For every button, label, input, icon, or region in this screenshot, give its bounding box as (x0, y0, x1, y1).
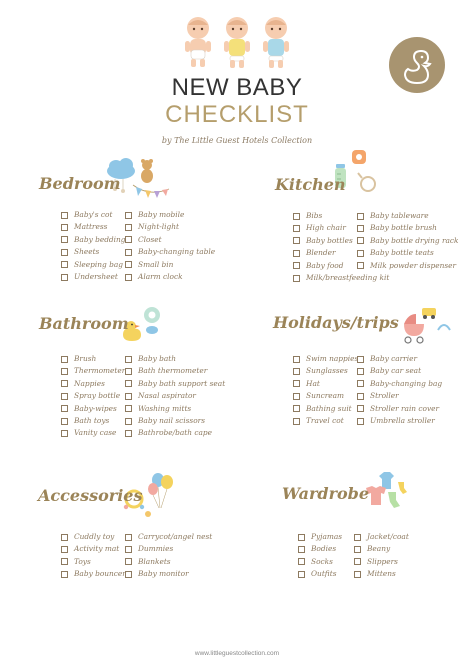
checkbox[interactable] (61, 356, 68, 363)
list-item[interactable]: Spray bottle (61, 390, 125, 402)
wardrobe-col2 (354, 531, 409, 581)
checkbox[interactable] (293, 225, 300, 232)
checkbox[interactable] (357, 356, 364, 363)
checkbox[interactable] (61, 368, 68, 375)
checkbox[interactable] (125, 380, 132, 387)
section-heading-holidays: Holidays/trips (273, 313, 399, 332)
byline: by The Little Guest Hotels Collection (161, 136, 313, 145)
footer-url[interactable]: www.littleguestcollection.com (194, 650, 280, 657)
checkbox[interactable] (61, 224, 68, 231)
list-item[interactable]: Nasal aspirator (125, 390, 225, 402)
checkbox[interactable] (298, 571, 305, 578)
checkbox[interactable] (125, 571, 132, 578)
section-heading-kitchen: Kitchen (275, 175, 346, 194)
checkbox[interactable] (298, 534, 305, 541)
checkbox[interactable] (357, 405, 364, 412)
wardrobe-col1 (298, 531, 342, 581)
accessories-col2 (125, 531, 212, 581)
list-item[interactable]: Bodies (298, 543, 342, 555)
checkbox[interactable] (298, 546, 305, 553)
list-item[interactable]: Milk powder dispenser (357, 260, 459, 272)
list-item[interactable]: Alarm clock (125, 271, 215, 283)
checkbox[interactable] (61, 380, 68, 387)
list-item[interactable]: Blender (293, 247, 389, 259)
section-heading-wardrobe: Wardrobe (282, 484, 370, 503)
list-item[interactable]: Bathing suit (293, 403, 358, 415)
list-item[interactable]: Baby monitor (125, 568, 212, 580)
list-item[interactable]: Sheets (61, 246, 126, 258)
stroller-car-icon (400, 306, 452, 346)
checkbox[interactable] (61, 534, 68, 541)
list-item[interactable]: Baby carrier (357, 353, 442, 365)
bedroom-col1 (61, 209, 126, 283)
checkbox[interactable] (125, 368, 132, 375)
list-item[interactable]: Swim nappies (293, 353, 358, 365)
checkbox[interactable] (293, 262, 300, 269)
list-item[interactable]: Bath toys (61, 415, 125, 427)
list-item[interactable]: Mittens (354, 568, 409, 580)
checkbox[interactable] (293, 380, 300, 387)
bedroom-col2 (125, 209, 215, 283)
kitchen-col2 (357, 210, 459, 272)
checkbox[interactable] (125, 430, 132, 437)
list-item[interactable]: Sunglasses (293, 365, 358, 377)
checkbox[interactable] (354, 546, 361, 553)
checkbox[interactable] (354, 558, 361, 565)
checkbox[interactable] (125, 261, 132, 268)
list-item[interactable]: Baby food (293, 260, 389, 272)
list-item[interactable]: Closet (125, 234, 215, 246)
list-item[interactable]: Activity mat (61, 543, 126, 555)
checkbox[interactable] (357, 250, 364, 257)
list-item[interactable]: Umbrella stroller (357, 415, 442, 427)
list-item[interactable]: Baby mobile (125, 209, 215, 221)
checkbox[interactable] (61, 212, 68, 219)
accessories-col1 (61, 531, 126, 581)
list-item[interactable]: Mattress (61, 221, 126, 233)
list-item[interactable]: Stroller rain cover (357, 403, 442, 415)
list-item[interactable]: Sleeping bag (61, 259, 126, 271)
checkbox[interactable] (125, 546, 132, 553)
list-item[interactable]: Slippers (354, 556, 409, 568)
list-item[interactable]: Baby bottle teats (357, 247, 459, 259)
list-item[interactable]: Stroller (357, 390, 442, 402)
checkbox[interactable] (357, 393, 364, 400)
checkbox[interactable] (354, 534, 361, 541)
list-item[interactable]: Hat (293, 378, 358, 390)
bathroom-col2 (125, 353, 225, 440)
checkbox[interactable] (125, 236, 132, 243)
checkbox[interactable] (61, 546, 68, 553)
list-item[interactable]: Night-light (125, 221, 215, 233)
list-item[interactable]: Cuddly toy (61, 531, 126, 543)
checkbox[interactable] (293, 275, 300, 282)
section-heading-accessories: Accessories (38, 486, 143, 505)
checkbox[interactable] (125, 393, 132, 400)
checkbox[interactable] (357, 213, 364, 220)
checkbox[interactable] (61, 405, 68, 412)
list-item[interactable]: Baby bedding (61, 234, 126, 246)
page-title-line1: NEW BABY (171, 74, 303, 101)
list-item[interactable]: High chair (293, 222, 389, 234)
checkbox[interactable] (125, 558, 132, 565)
list-item[interactable]: Bibs (293, 210, 389, 222)
checkbox[interactable] (61, 418, 68, 425)
section-heading-bathroom: Bathroom (39, 314, 129, 333)
checkbox[interactable] (125, 405, 132, 412)
holidays-col1 (293, 353, 358, 427)
list-item[interactable]: Socks (298, 556, 342, 568)
checkbox[interactable] (61, 393, 68, 400)
list-item[interactable]: Carrycot/angel nest (125, 531, 212, 543)
list-item[interactable]: Baby bouncer (61, 568, 126, 580)
list-item[interactable]: Baby nail scissors (125, 415, 225, 427)
list-item[interactable]: Baby bath support seat (125, 378, 225, 390)
list-item[interactable]: Bathrobe/bath cape (125, 427, 225, 439)
list-item[interactable]: Baby car seat (357, 365, 442, 377)
babies-illustration (178, 14, 296, 72)
list-item[interactable]: Baby bottle drying rack (357, 235, 459, 247)
checkbox[interactable] (125, 224, 132, 231)
checkbox[interactable] (354, 571, 361, 578)
checkbox[interactable] (357, 262, 364, 269)
list-item[interactable]: Milk/breastfeeding kit (293, 272, 389, 284)
list-item[interactable]: Dummies (125, 543, 212, 555)
checkbox[interactable] (125, 534, 132, 541)
list-item[interactable]: Outfits (298, 568, 342, 580)
checkbox[interactable] (61, 236, 68, 243)
list-item[interactable]: Baby's cot (61, 209, 126, 221)
list-item[interactable]: Blankets (125, 556, 212, 568)
list-item[interactable]: Beany (354, 543, 409, 555)
list-item[interactable]: Washing mitts (125, 403, 225, 415)
checkbox[interactable] (293, 356, 300, 363)
checkbox[interactable] (293, 405, 300, 412)
checkbox[interactable] (61, 558, 68, 565)
list-item[interactable]: Thermometer (61, 365, 125, 377)
list-item[interactable]: Suncream (293, 390, 358, 402)
list-item[interactable]: Baby bottle brush (357, 222, 459, 234)
checkbox[interactable] (293, 418, 300, 425)
checkbox[interactable] (125, 418, 132, 425)
list-item[interactable]: Jacket/coat (354, 531, 409, 543)
list-item[interactable]: Bath thermometer (125, 365, 225, 377)
list-item[interactable]: Nappies (61, 378, 125, 390)
checkbox[interactable] (125, 274, 132, 281)
list-item[interactable]: Baby-changing table (125, 246, 215, 258)
list-item[interactable]: Baby tableware (357, 210, 459, 222)
checkbox[interactable] (293, 237, 300, 244)
checkbox[interactable] (357, 418, 364, 425)
list-item[interactable]: Vanity case (61, 427, 125, 439)
list-item[interactable]: Baby-wipes (61, 403, 125, 415)
list-item[interactable]: Toys (61, 556, 126, 568)
list-item[interactable]: Travel cot (293, 415, 358, 427)
checkbox[interactable] (293, 368, 300, 375)
checkbox[interactable] (61, 261, 68, 268)
checkbox[interactable] (61, 249, 68, 256)
list-item[interactable]: Baby-changing bag (357, 378, 442, 390)
checkbox[interactable] (61, 430, 68, 437)
baby-clothes-icon (362, 468, 410, 514)
checkbox[interactable] (125, 356, 132, 363)
holidays-col2 (357, 353, 442, 427)
checkbox[interactable] (125, 249, 132, 256)
checkbox[interactable] (357, 380, 364, 387)
checkbox[interactable] (357, 237, 364, 244)
checkbox[interactable] (61, 274, 68, 281)
list-item[interactable]: Brush (61, 353, 125, 365)
checkbox[interactable] (61, 571, 68, 578)
checkbox[interactable] (293, 250, 300, 257)
checkbox[interactable] (298, 558, 305, 565)
list-item[interactable]: Baby bottles (293, 235, 389, 247)
checkbox[interactable] (357, 368, 364, 375)
checkbox[interactable] (293, 393, 300, 400)
list-item[interactable]: Pyjamas (298, 531, 342, 543)
bathroom-col1 (61, 353, 125, 440)
section-heading-bedroom: Bedroom (39, 174, 121, 193)
page-title-line2: CHECKLIST (165, 101, 309, 128)
list-item[interactable]: Baby bath (125, 353, 225, 365)
checkbox[interactable] (293, 213, 300, 220)
list-item[interactable]: Undersheet (61, 271, 126, 283)
checkbox[interactable] (125, 212, 132, 219)
list-item[interactable]: Small bin (125, 259, 215, 271)
checkbox[interactable] (357, 225, 364, 232)
